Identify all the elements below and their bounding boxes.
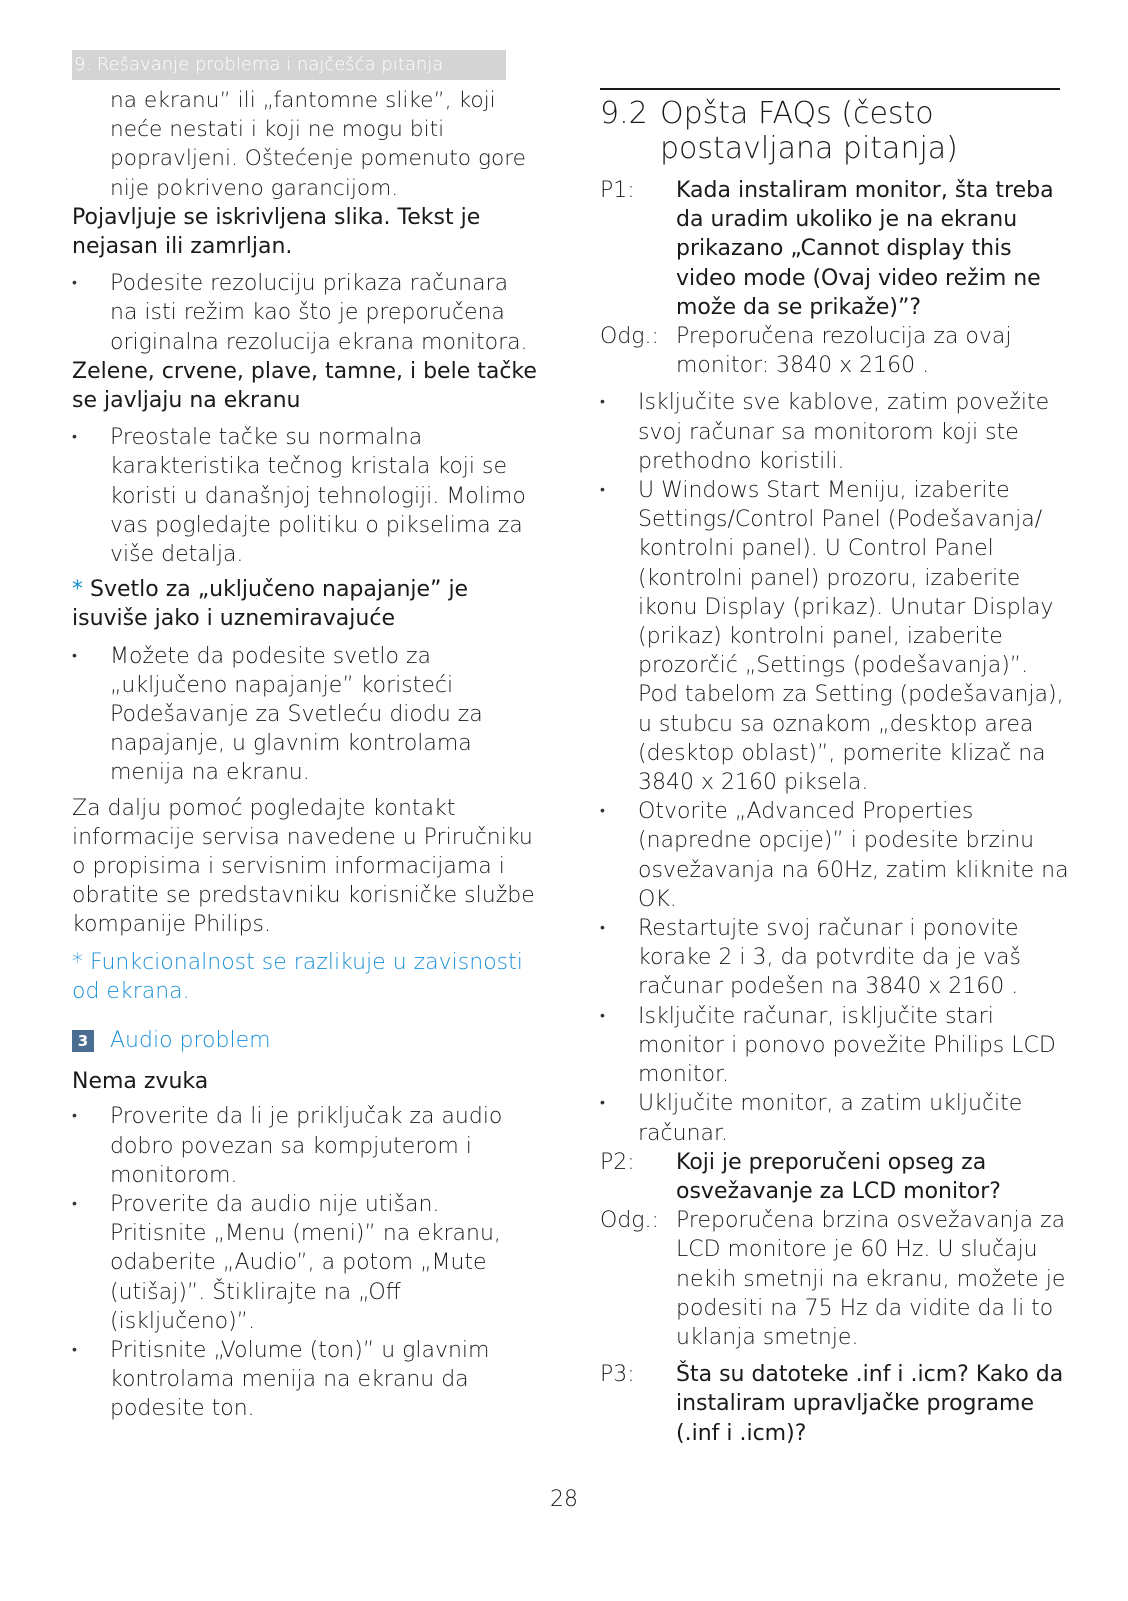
bullet-dot: • [72, 1195, 77, 1212]
bullet-dot: • [72, 429, 77, 446]
bullet-dot: • [600, 803, 605, 820]
bullet-dot: • [72, 1108, 77, 1125]
functionality-note: * Funkcionalnost se razlikuje u zavisnosti od ekrana. [72, 949, 523, 1004]
answer-label: Odg.: [600, 324, 659, 350]
question-label: P2: [600, 1149, 635, 1175]
answer-label: Odg.: [600, 1208, 659, 1234]
question-label: P3: [600, 1362, 635, 1388]
section-title: Audio problem [110, 1028, 271, 1054]
bullet-item [72, 642, 542, 788]
question-text: Šta su datoteke .inf i .icm? Kako da instaliram upravljačke programe (.inf i .icm)? [676, 1362, 1064, 1446]
answer-text: Preporučena brzina osvežavanja za LCD monitore je 60 Hz. U slučaju nekih smetnji na ekranu, možete je podesiti na 75 Hz da vidite da li to uklanja smetnje. [676, 1208, 1066, 1350]
question-label: P1: [600, 178, 635, 203]
page-number: 28 [550, 1487, 578, 1512]
bullet-text: Možete da podesite svetlo za „uključeno napajanje” koristeći Podešavanje za Svetleću diodu za napajanje, u glavnim kontrolama menija na ekranu. [110, 643, 483, 786]
faq-section-title-text: Opšta FAQs (često postavljana pitanja) [660, 96, 958, 166]
bullet-item [600, 797, 1070, 914]
bullet-text: Isključite računar, isključite stari monitor i ponovo povežite Philips LCD monitor. [638, 1003, 1056, 1088]
answer-text: Preporučena rezolucija za ovaj monitor: 3840 x 2160 . [676, 324, 1012, 379]
section-number-badge: 3 [72, 1030, 94, 1052]
question-text: Koji je preporučeni opseg za osvežavanje za LCD monitor? [676, 1149, 1001, 1204]
bullet-item [600, 1002, 1070, 1090]
answer-1 [600, 322, 1070, 380]
continued-bullet-text: na ekranu” ili „fantomne slike”, koji neće nestati i koji ne mogu biti popravljeni. Oštećenje pomenuto gore nije pokriveno garancijom. [110, 88, 527, 201]
bullet-dot: • [600, 1007, 605, 1024]
bullet-item [600, 476, 1070, 797]
asterisk-mark: * [72, 577, 83, 603]
bullet-dot: • [600, 1095, 605, 1112]
heading-no-sound: Nema zvuka [72, 1069, 209, 1095]
bullet-dot: • [72, 275, 77, 292]
faq-section-title [600, 96, 1070, 166]
bullet-text: Otvorite „Advanced Properties (napredne opcije)” i podesite brzinu osvežavanja na 60Hz, zatim kliknite na OK. [638, 799, 1069, 912]
bullet-text: Isključite sve kablove, zatim povežite svoj računar sa monitorom koji ste prethodno koristili. [638, 390, 1050, 474]
bullet-item [600, 1089, 1070, 1147]
answer-1-steps [600, 388, 1070, 1147]
bullet-text: Restartujte svoj računar i ponovite korake 2 i 3, da potvrdite da je vaš računar podešen na 3840 x 2160 . [638, 916, 1021, 1000]
bullet-text: Preostale tačke su normalna karakteristika tečnog kristala koji se koristi u današnjoj tehnologiji. Molimo vas pogledajte politiku o pikselima za više detalja. [110, 425, 526, 568]
bullet-dot: • [600, 482, 605, 499]
question-text: Kada instaliram monitor, šta treba da uradim ukoliko je na ekranu prikazano „Cannot display this video mode (Ovaj video režim ne može da se prikaže)”? [676, 178, 1054, 320]
question-3 [600, 1360, 1070, 1448]
chapter-header: 9. Rešavanje problema i najčešća pitanja [72, 50, 506, 80]
bullet-text: Proverite da li je priključak za audio dobro povezan sa kompjuterom i monitorom. [110, 1104, 503, 1188]
bullet-text: Proverite da audio nije utišan. Pritisnite „Menu (meni)” na ekranu, odaberite „Audio”, a potom „Mute (utišaj)”. Štiklirajte na „Off (isključeno)”. [110, 1191, 501, 1334]
bullet-item [72, 1336, 542, 1424]
faq-section-number: 9.2 [600, 96, 648, 131]
bullet-item [600, 914, 1070, 1002]
bullet-text: Uključite monitor, a zatim uključite računar. [638, 1091, 1023, 1146]
bullet-text: U Windows Start Meniju, izaberite Settings/Control Panel (Podešavanja/ kontrolni panel). U Control Panel (kontrolni panel) prozoru, izaberite ikonu Display (prikaz). Unutar Display (prikaz) kontrolni panel, izaberite prozorčić „Settings (podešavanja)”. Pod tabelom za Setting (podešavanja), u stubcu sa oznakom „desktop area (desktop oblast)”, pomerite klizač na 3840 x 2160 piksela. [638, 478, 1064, 796]
bullet-dot: • [600, 920, 605, 937]
bullet-text: Podesite rezoluciju prikaza računara na isti režim kao što je preporučena originalna rezolucija ekrana monitora. [110, 271, 528, 355]
bullet-dot: • [600, 394, 605, 411]
heading-distorted-image: Pojavljuje se iskrivljena slika. Tekst je nejasan ili zamrljan. [72, 204, 481, 260]
bullet-item [600, 388, 1070, 476]
right-column [600, 90, 1070, 1448]
heading-dots: Zelene, crvene, plave, tamne, i bele tačke se javljaju na ekranu [72, 358, 537, 414]
heading-power-light-text: Svetlo za „uključeno napajanje” je isuviše jako i uznemiravajuće [72, 577, 469, 632]
bullet-item [72, 423, 542, 569]
question-1 [600, 176, 1070, 322]
bullet-item [72, 269, 542, 357]
question-2 [600, 1148, 1070, 1206]
bullet-item [72, 1190, 542, 1336]
help-paragraph: Za dalju pomoć pogledajte kontakt informacije servisa navedene u Priručniku o propisima i servisnim informacijama i obratite se predstavniku korisničke službe kompanije Philips. [72, 795, 535, 938]
section-audio-heading [72, 1028, 542, 1053]
bullet-text: Pritisnite „Volume (ton)” u glavnim kontrolama menija na ekranu da podesite ton. [110, 1337, 490, 1422]
answer-2 [600, 1206, 1070, 1352]
heading-power-light [72, 575, 542, 633]
bullet-dot: • [72, 647, 77, 664]
bullet-item [72, 1102, 542, 1190]
bullet-dot: • [72, 1341, 77, 1358]
left-column [72, 86, 542, 1424]
